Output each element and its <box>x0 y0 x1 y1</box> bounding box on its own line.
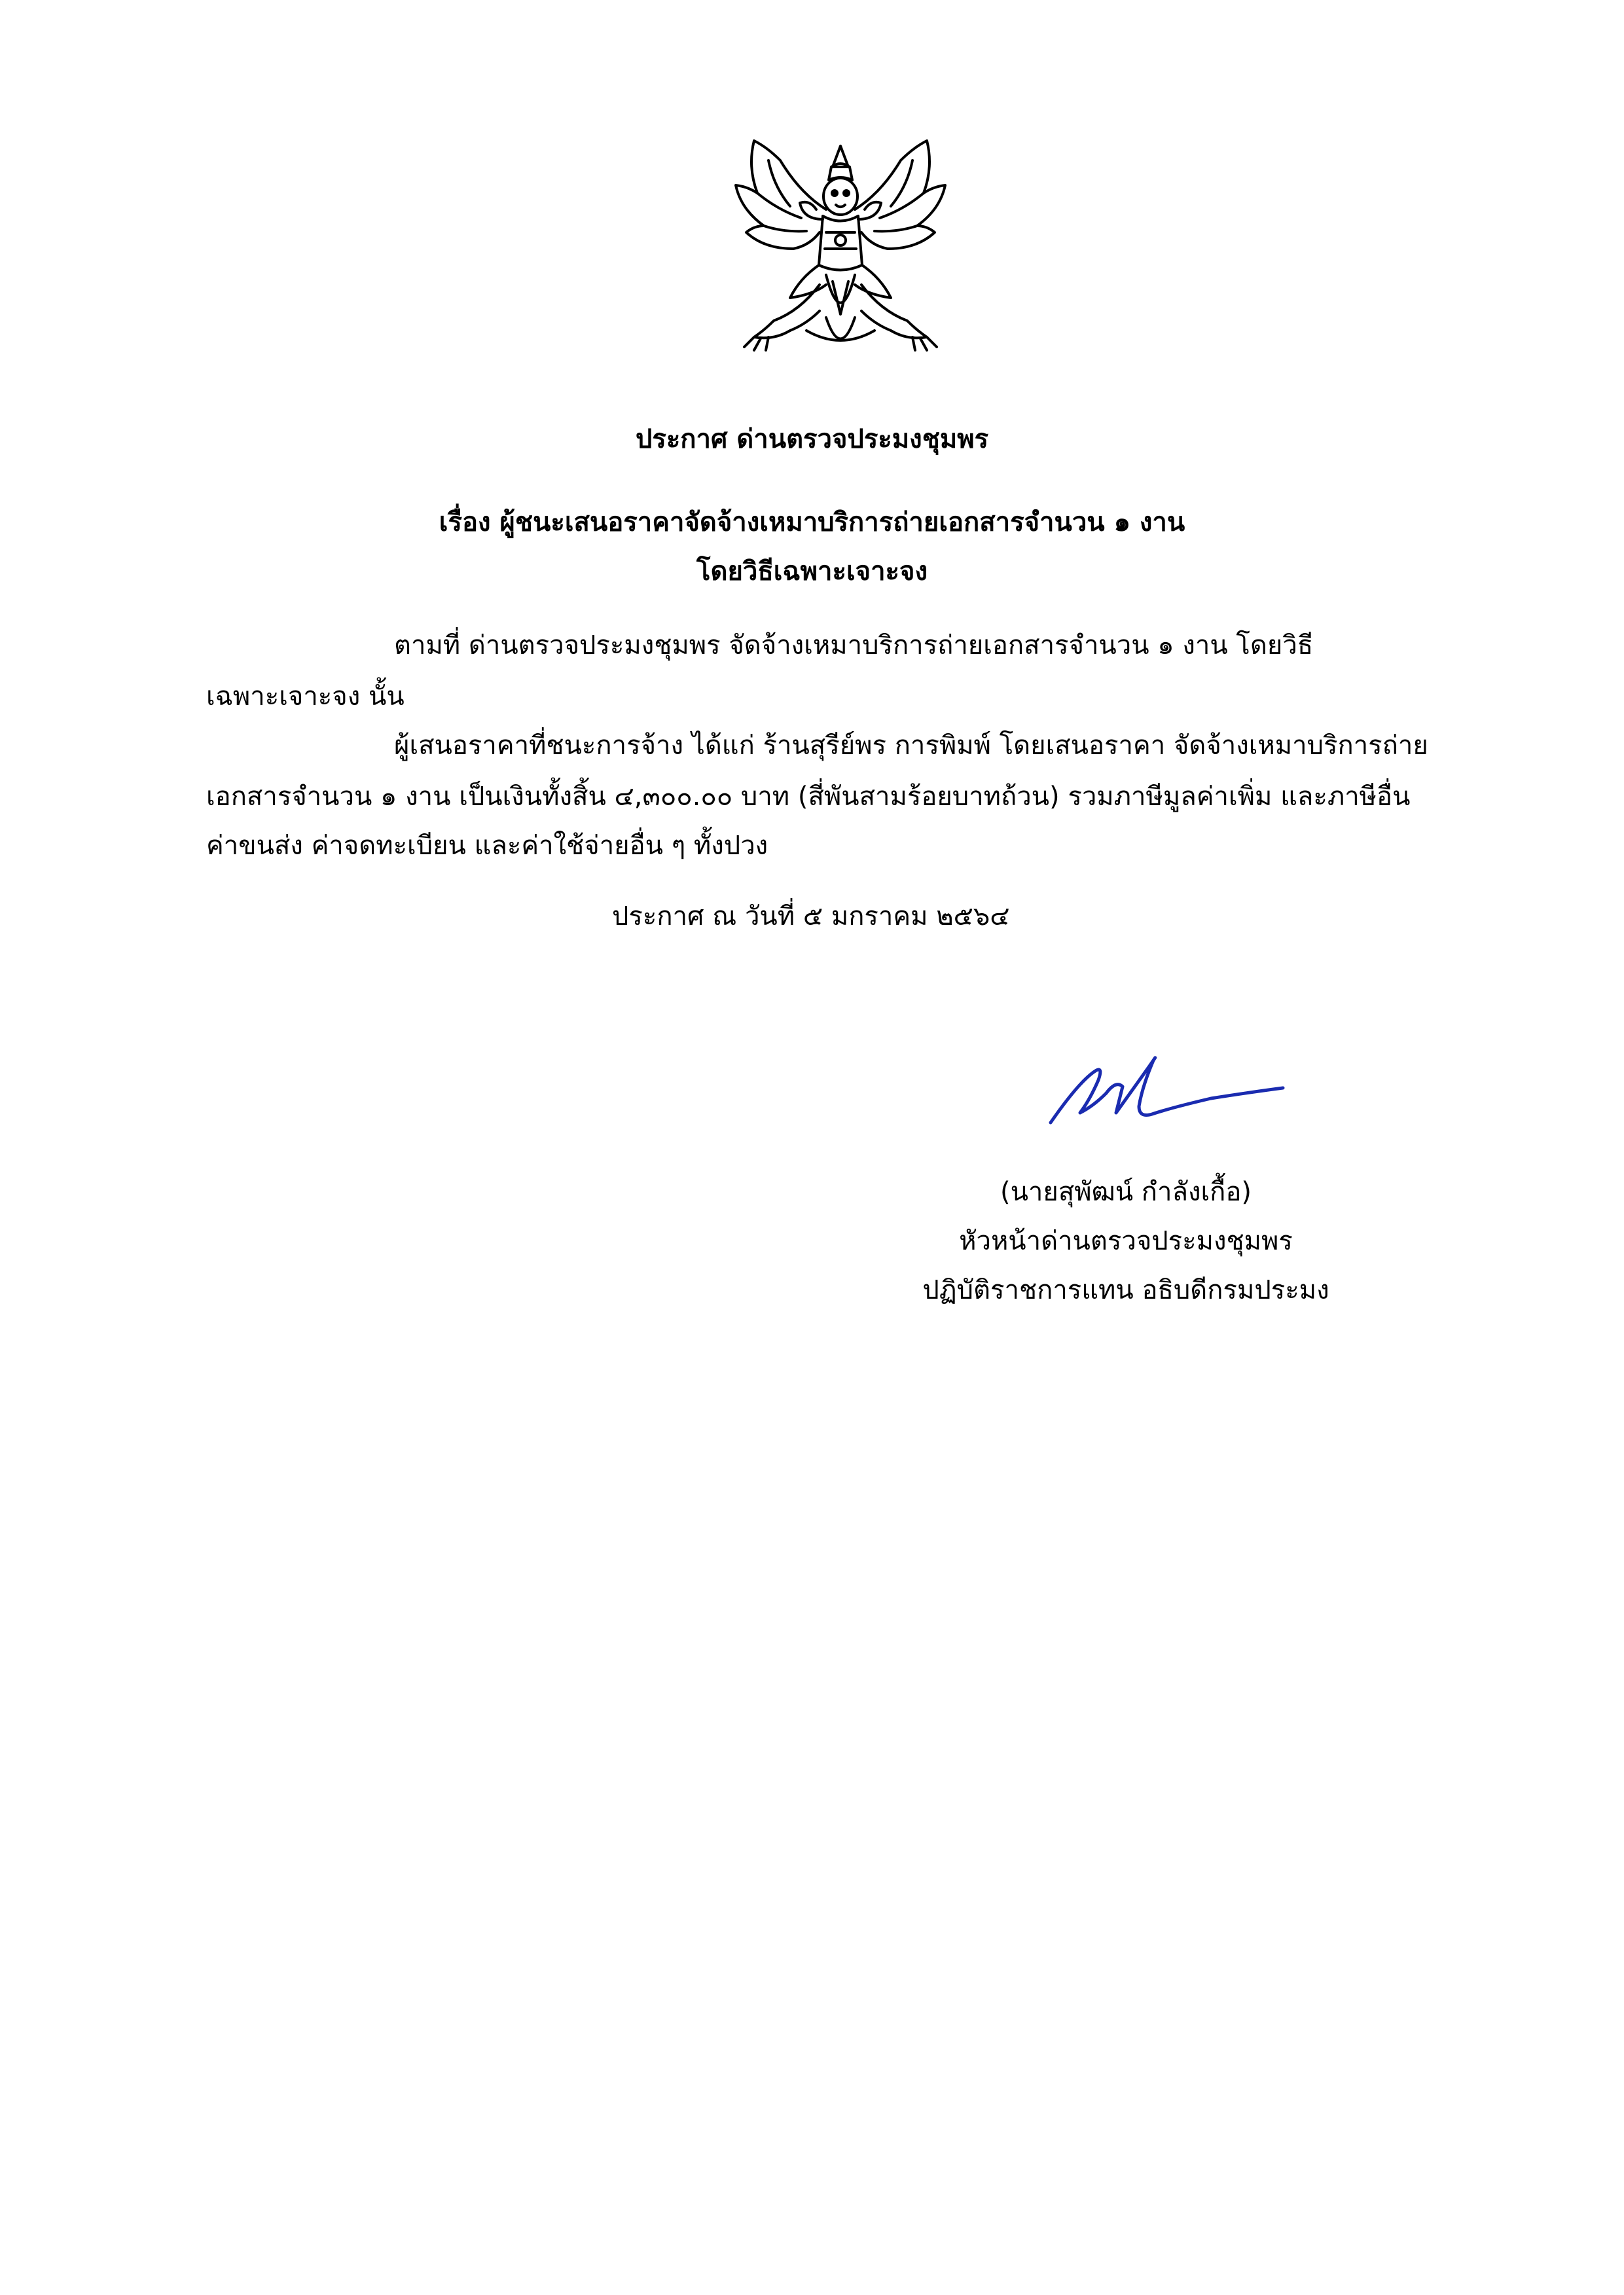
signatory-position: หัวหน้าด่านตรวจประมงชุมพร <box>959 1226 1293 1256</box>
handwritten-signature <box>1041 1041 1290 1139</box>
para2-line1: ผู้เสนอราคาที่ชนะการจ้าง ได้แก่ ร้านสุรีย์พร การพิมพ์ โดยเสนอราคา จัดจ้างเหมาบริการถ่าย <box>394 731 1428 761</box>
garuda-emblem <box>728 134 954 370</box>
subject-line-1: เรื่อง ผู้ชนะเสนอราคาจัดจ้างเหมาบริการถ่ายเอกสารจำนวน ๑ งาน <box>439 507 1185 537</box>
signatory-acting-for: ปฏิบัติราชการแทน อธิบดีกรมประมง <box>922 1275 1329 1305</box>
signatory-name: (นายสุพัฒน์ กำลังเกื้อ) <box>1000 1177 1252 1207</box>
para2-line3: ค่าขนส่ง ค่าจดทะเบียน และค่าใช้จ่ายอื่น ๆ ทั้งปวง <box>206 831 768 861</box>
announcement-title: ประกาศ ด่านตรวจประมงชุมพร <box>635 424 989 454</box>
subject-line-2: โดยวิธีเฉพาะเจาะจง <box>696 556 928 587</box>
announcement-date: ประกาศ ณ วันที่ ๕ มกราคม ๒๕๖๔ <box>612 901 1010 931</box>
para1-line1: ตามที่ ด่านตรวจประมงชุมพร จัดจ้างเหมาบริการถ่ายเอกสารจำนวน ๑ งาน โดยวิธี <box>394 630 1314 660</box>
para2-line2: เอกสารจำนวน ๑ งาน เป็นเงินทั้งสิ้น ๔,๓๐๐.๐๐ บาท (สี่พันสามร้อยบาทถ้วน) รวมภาษีมูลค่าเพิ่ม และภาษีอื่น <box>206 782 1411 812</box>
para1-line2: เฉพาะเจาะจง นั้น <box>206 681 405 712</box>
